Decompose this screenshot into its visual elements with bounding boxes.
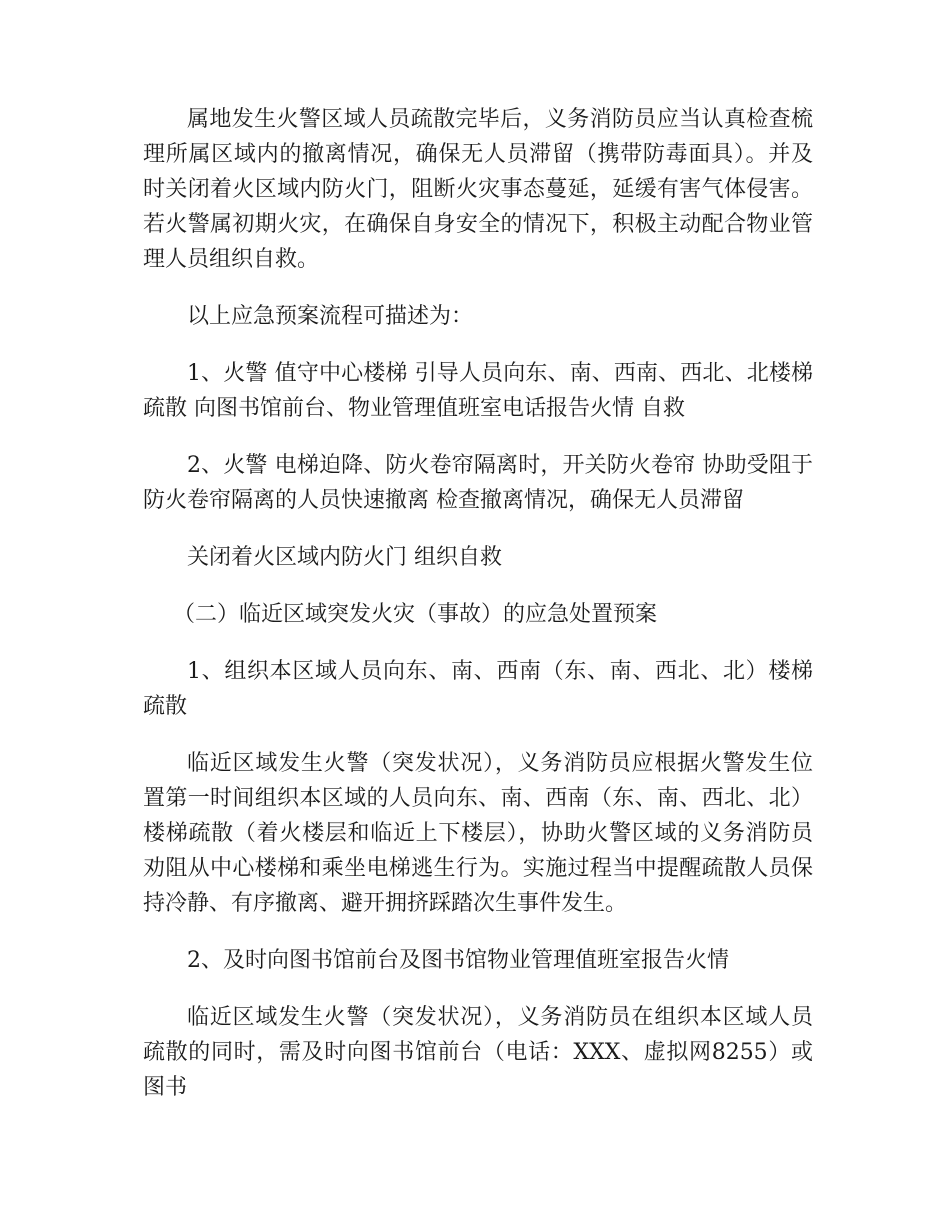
document-body [143,102,813,1127]
paragraph-flow-step-3: 关闭着火区域内防火门 组织自救 [187,545,502,570]
section-heading-adjacent-area: （二）临近区域突发火灾（事故）的应急处置预案 [173,602,658,627]
subheading-report-fire: 2、及时向图书馆前台及图书馆物业管理值班室报告火情 [187,948,729,973]
paragraph-adjacent-evacuation: 临近区域发生火警（突发状况），义务消防员应根据火警发生位置第一时间组织本区域的人员向东、南、西南（东、南、西北、北）楼梯疏散（着火楼层和临近上下楼层），协助火警区域的义务消防员劝阻从中心楼梯和乘坐电梯逃生行为。实施过程当中提醒疏散人员保持冷静、有序撤离、避开拥挤踩踏次生事件发生。 [143,751,813,916]
paragraph-report-fire: 临近区域发生火警（突发状况），义务消防员在组织本区域人员疏散的同时，需及时向图书馆前台（电话：XXX、虚拟网8255）或图书 [143,1005,813,1100]
subheading-organize-evacuation: 1、组织本区域人员向东、南、西南（东、南、西北、北）楼梯疏散 [143,659,813,719]
paragraph-evacuation-check: 属地发生火警区域人员疏散完毕后，义务消防员应当认真检查梳理所属区域内的撤离情况，确保无人员滞留（携带防毒面具）。并及时关闭着火区域内防火门，阻断火灾事态蔓延，延缓有害气体侵害。若火警属初期火灾，在确保自身安全的情况下，积极主动配合物业管理人员组织自救。 [143,107,813,272]
paragraph-flow-step-2: 2、火警 电梯迫降、防火卷帘隔离时，开关防火卷帘 协助受阻于防火卷帘隔离的人员快速撤离 检查撤离情况，确保无人员滞留 [143,453,813,513]
paragraph-flow-step-1: 1、火警 值守中心楼梯 引导人员向东、南、西南、西北、北楼梯疏散 向图书馆前台、物业管理值班室电话报告火情 自救 [143,361,813,421]
paragraph-flow-intro: 以上应急预案流程可描述为： [187,304,474,329]
